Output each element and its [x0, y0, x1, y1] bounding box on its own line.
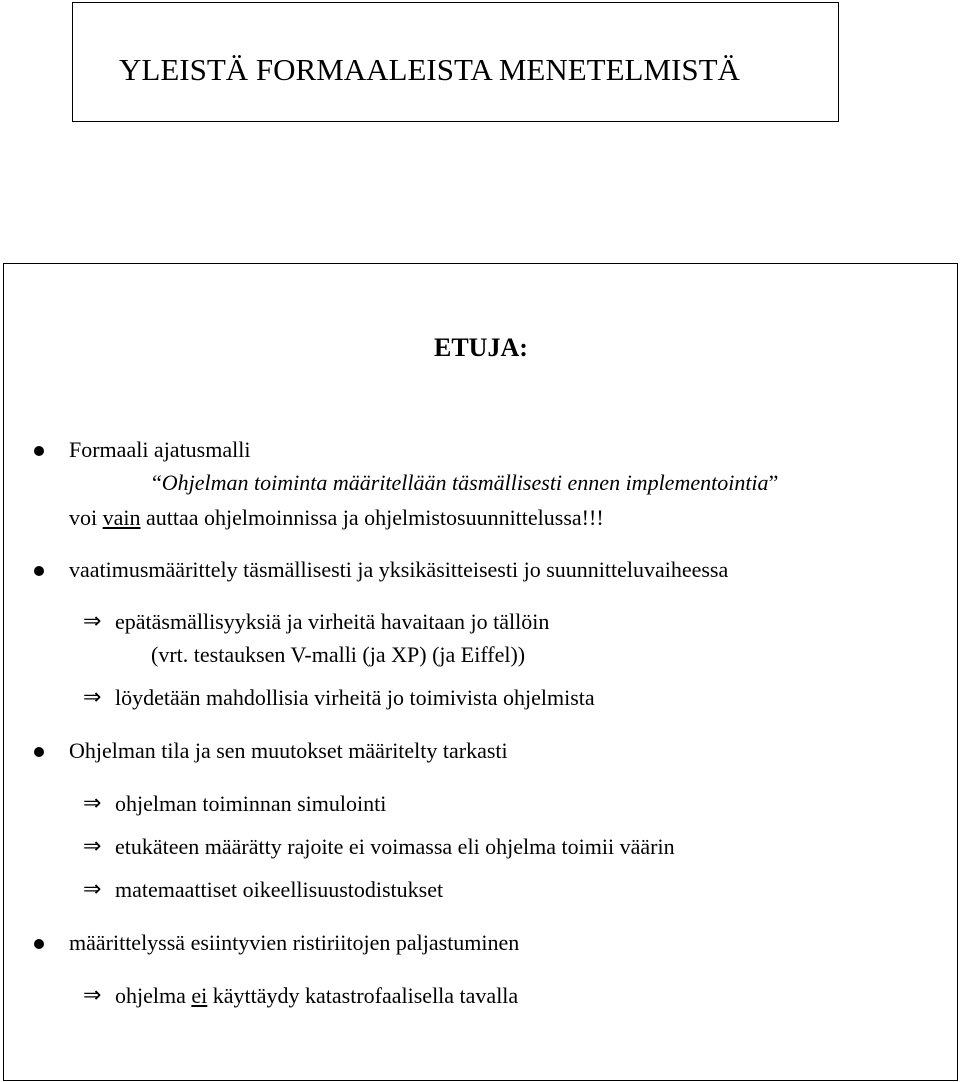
item-3-sub-2: etukäteen määrätty rajoite ei voimassa eli ohjelma toimii väärin: [115, 834, 675, 859]
item-1-line3-underlined: vain: [102, 505, 141, 530]
item-4-sub: [115, 982, 518, 1010]
implies-arrow-icon: ⇒: [83, 791, 102, 816]
implies-arrow-icon: ⇒: [83, 834, 102, 859]
content-box: [3, 263, 958, 1081]
implies-arrow-icon: ⇒: [83, 609, 102, 634]
item-1-line3-post: auttaa ohjelmoinnissa ja ohjelmistosuunnittelussa!!!: [140, 505, 604, 530]
item-4-text: määrittelyssä esiintyvien ristiriitojen paljastuminen: [69, 930, 520, 955]
bullet-icon: [34, 566, 44, 576]
item-4-sub-pre: ohjelma: [115, 983, 192, 1008]
implies-arrow-icon: ⇒: [83, 877, 102, 902]
section-heading: ETUJA:: [434, 333, 528, 362]
item-4-sub-underlined: ei: [191, 983, 208, 1008]
item-2-sub-1: epätäsmällisyyksiä ja virheitä havaitaan jo tällöin: [115, 609, 550, 634]
item-3-sub-1: ohjelman toiminnan simulointi: [115, 791, 387, 816]
item-1-line3: [69, 504, 604, 532]
bullet-icon: [34, 939, 44, 949]
item-1-quote: “Ohjelman toiminta määritellään täsmällisesti ennen implementointia”: [152, 470, 779, 495]
bullet-icon: [34, 446, 44, 456]
item-2-sub-1-cont: (vrt. testauksen V-malli (ja XP) (ja Eiffel)): [151, 642, 526, 667]
item-3-sub-3: matemaattiset oikeellisuustodistukset: [115, 877, 444, 902]
item-1-text: Formaali ajatusmalli: [69, 437, 251, 462]
item-4-sub-post: käyttäydy katastrofaalisella tavalla: [207, 983, 519, 1008]
item-1-line3-pre: voi: [69, 505, 103, 530]
item-3-text: Ohjelman tila ja sen muutokset määritelty tarkasti: [69, 738, 508, 763]
item-2-text: vaatimusmäärittely täsmällisesti ja yksikäsitteisesti jo suunnitteluvaiheessa: [69, 557, 729, 582]
item-2-sub-2: löydetään mahdollisia virheitä jo toimivista ohjelmista: [115, 685, 595, 710]
implies-arrow-icon: ⇒: [83, 983, 102, 1008]
item-1-quote-text: Ohjelman toiminta määritellään täsmällisesti ennen implementointia: [161, 470, 769, 495]
bullet-icon: [34, 747, 44, 757]
page-title: YLEISTÄ FORMAALEISTA MENETELMISTÄ: [119, 52, 740, 87]
implies-arrow-icon: ⇒: [83, 685, 102, 710]
title-box: [72, 2, 839, 122]
